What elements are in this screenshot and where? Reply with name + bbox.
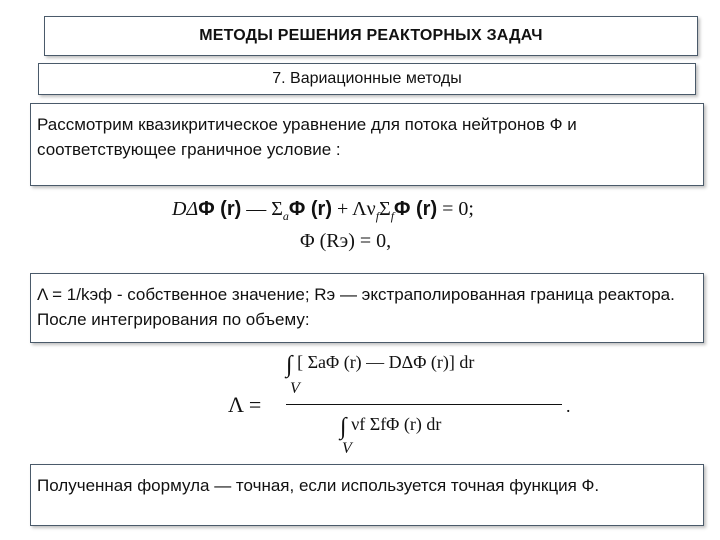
boundary-condition-equation: Φ (Rэ) = 0, <box>300 230 392 252</box>
slide-title: МЕТОДЫ РЕШЕНИЯ РЕАКТОРНЫХ ЗАДАЧ <box>44 16 698 56</box>
denominator-volume-label: V <box>342 440 352 457</box>
eigenvalue-text-block: Λ = 1/kэф - собственное значение; Rэ — экстраполированная граница реактора. После интегрирования по объему: <box>30 273 704 343</box>
integral-sign: ∫ <box>286 352 293 378</box>
formula-end: . <box>566 396 571 416</box>
integral-sign: ∫ <box>340 414 347 440</box>
quasicritical-equation: DΔΦ (r) — $\Sigma_a\Phi$ $(r) + \Lambda\nu_f\Sigma_f\Phi$ (r) = 0; <box>172 198 474 223</box>
intro-text-block: Рассмотрим квазикритическое уравнение для потока нейтронов Ф и соответствующее граничное условие : <box>30 103 704 186</box>
denominator-expression: νf ΣfΦ (r) dr <box>351 414 442 434</box>
formula-numerator <box>286 352 474 379</box>
numerator-volume-label: V <box>290 380 300 397</box>
numerator-expression: [ ΣaΦ (r) — DΔΦ (r)] dr <box>297 352 475 372</box>
fraction-line <box>286 404 562 405</box>
slide-subtitle: 7. Вариационные методы <box>38 63 696 95</box>
formula-denominator <box>340 414 441 441</box>
formula-lambda: Λ = <box>228 392 262 417</box>
conclusion-text-block: Полученная формула — точная, если используется точная функция Ф. <box>30 464 704 526</box>
